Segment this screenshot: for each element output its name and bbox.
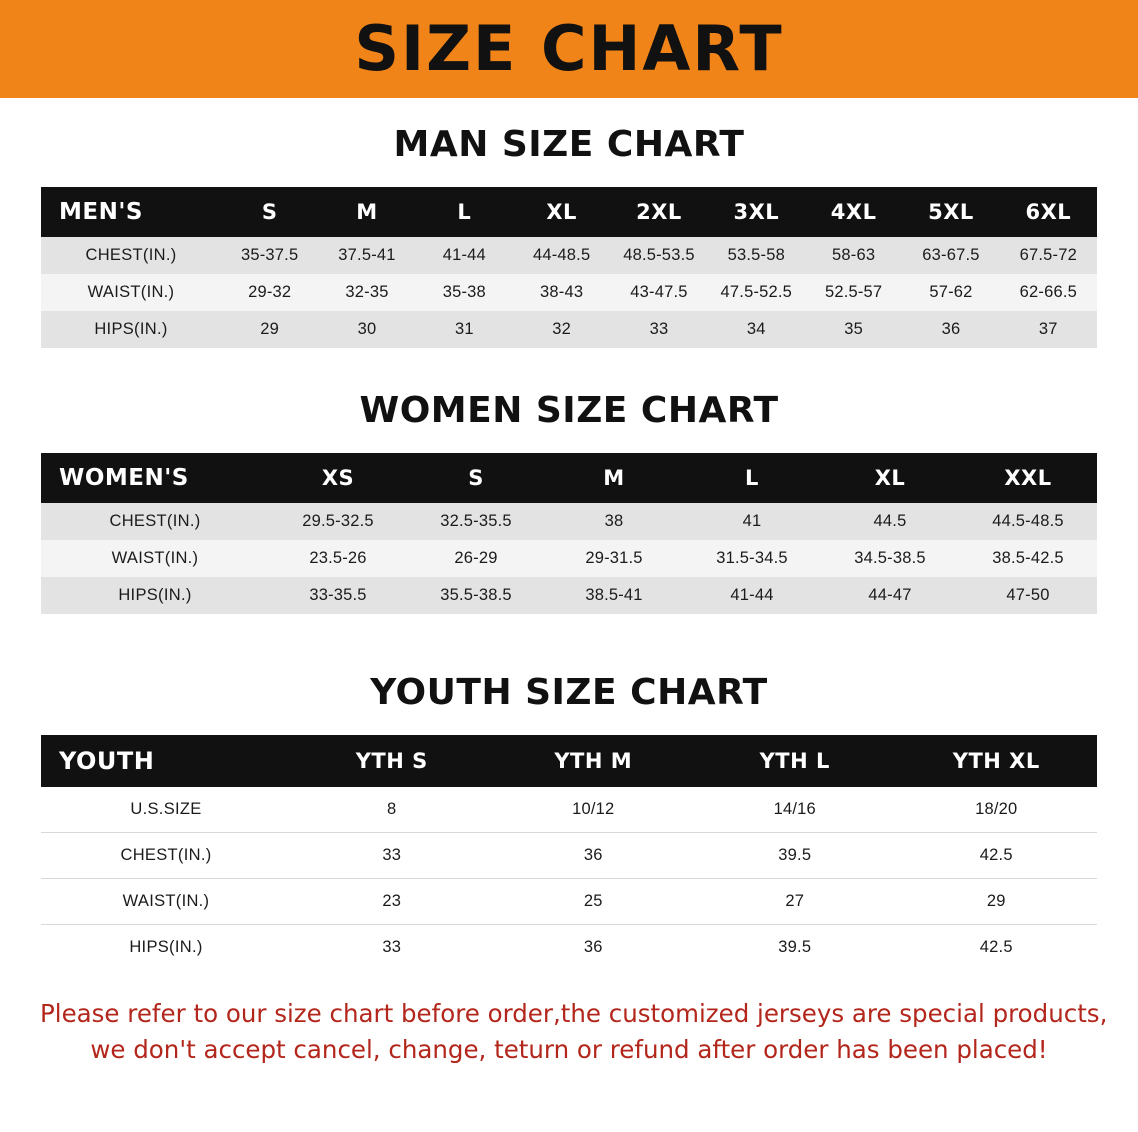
youth-ussize-s: 8 [291,787,493,833]
men-waist-4xl: 52.5-57 [805,274,902,311]
disclaimer-note [0,996,1138,1067]
men-col-header-4: XL [513,187,610,237]
youth-waist-m: 25 [493,879,695,925]
table-header-row [41,735,1097,787]
women-hips-m: 38.5-41 [545,577,683,614]
youth-waist-s: 23 [291,879,493,925]
table-header-row [41,453,1097,503]
youth-row-label-waist: WAIST(IN.) [41,879,291,925]
men-waist-m: 32-35 [318,274,415,311]
youth-ussize-xl: 18/20 [896,787,1098,833]
women-col-header-4: L [683,453,821,503]
man-size-table [41,187,1097,348]
women-waist-m: 29-31.5 [545,540,683,577]
men-hips-6xl: 37 [1000,311,1097,348]
youth-table-wrapper [0,735,1138,970]
youth-waist-l: 27 [694,879,896,925]
table-header-row [41,187,1097,237]
women-corner-header: WOMEN'S [41,453,269,503]
table-row [41,787,1097,833]
youth-row-label-ussize: U.S.SIZE [41,787,291,833]
women-section-heading: WOMEN SIZE CHART [359,390,779,431]
youth-chest-m: 36 [493,833,695,879]
women-row-label-chest: CHEST(IN.) [41,503,269,540]
men-chest-xl: 44-48.5 [513,237,610,274]
header-banner [0,0,1138,98]
man-section-heading: MAN SIZE CHART [393,124,745,165]
women-col-header-3: M [545,453,683,503]
men-corner-header: MEN'S [41,187,221,237]
table-row [41,833,1097,879]
youth-size-table [41,735,1097,970]
youth-row-label-chest: CHEST(IN.) [41,833,291,879]
men-chest-4xl: 58-63 [805,237,902,274]
youth-ussize-l: 14/16 [694,787,896,833]
youth-hips-m: 36 [493,925,695,971]
youth-col-header-1: YTH S [291,735,493,787]
table-row [41,577,1097,614]
youth-ussize-m: 10/12 [493,787,695,833]
men-waist-s: 29-32 [221,274,318,311]
women-chest-xs: 29.5-32.5 [269,503,407,540]
women-size-table [41,453,1097,614]
youth-col-header-3: YTH L [694,735,896,787]
men-waist-2xl: 43-47.5 [610,274,707,311]
women-chest-l: 41 [683,503,821,540]
youth-section-heading: YOUTH SIZE CHART [370,672,768,713]
men-chest-l: 41-44 [416,237,513,274]
men-chest-6xl: 67.5-72 [1000,237,1097,274]
men-col-header-2: M [318,187,415,237]
youth-chest-xl: 42.5 [896,833,1098,879]
women-waist-xl: 34.5-38.5 [821,540,959,577]
table-row [41,237,1097,274]
women-waist-l: 31.5-34.5 [683,540,821,577]
men-chest-5xl: 63-67.5 [902,237,999,274]
men-hips-s: 29 [221,311,318,348]
men-waist-3xl: 47.5-52.5 [708,274,805,311]
men-chest-3xl: 53.5-58 [708,237,805,274]
men-col-header-9: 6XL [1000,187,1097,237]
men-chest-s: 35-37.5 [221,237,318,274]
men-chest-2xl: 48.5-53.5 [610,237,707,274]
men-col-header-5: 2XL [610,187,707,237]
men-hips-4xl: 35 [805,311,902,348]
youth-hips-l: 39.5 [694,925,896,971]
women-chest-s: 32.5-35.5 [407,503,545,540]
page-title: SIZE CHART [354,12,784,85]
women-hips-xl: 44-47 [821,577,959,614]
men-row-label-hips: HIPS(IN.) [41,311,221,348]
men-col-header-1: S [221,187,318,237]
women-row-label-waist: WAIST(IN.) [41,540,269,577]
youth-col-header-2: YTH M [493,735,695,787]
table-row [41,503,1097,540]
men-hips-5xl: 36 [902,311,999,348]
youth-chest-l: 39.5 [694,833,896,879]
youth-hips-xl: 42.5 [896,925,1098,971]
youth-corner-header: YOUTH [41,735,291,787]
women-col-header-1: XS [269,453,407,503]
youth-hips-s: 33 [291,925,493,971]
men-hips-m: 30 [318,311,415,348]
youth-waist-xl: 29 [896,879,1098,925]
women-col-header-5: XL [821,453,959,503]
table-row [41,274,1097,311]
disclaimer-line-2: we don't accept cancel, change, teturn or refund after order has been placed! [90,1034,1048,1064]
women-hips-l: 41-44 [683,577,821,614]
youth-row-label-hips: HIPS(IN.) [41,925,291,971]
men-waist-l: 35-38 [416,274,513,311]
women-hips-s: 35.5-38.5 [407,577,545,614]
men-col-header-3: L [416,187,513,237]
youth-col-header-4: YTH XL [896,735,1098,787]
women-chest-xl: 44.5 [821,503,959,540]
women-col-header-6: XXL [959,453,1097,503]
table-row [41,879,1097,925]
women-waist-xxl: 38.5-42.5 [959,540,1097,577]
table-row [41,540,1097,577]
men-waist-xl: 38-43 [513,274,610,311]
men-col-header-8: 5XL [902,187,999,237]
women-hips-xs: 33-35.5 [269,577,407,614]
women-chest-m: 38 [545,503,683,540]
men-hips-3xl: 34 [708,311,805,348]
women-table-wrapper [0,453,1138,614]
men-col-header-7: 4XL [805,187,902,237]
women-waist-s: 26-29 [407,540,545,577]
women-waist-xs: 23.5-26 [269,540,407,577]
women-row-label-hips: HIPS(IN.) [41,577,269,614]
women-col-header-2: S [407,453,545,503]
men-waist-5xl: 57-62 [902,274,999,311]
men-waist-6xl: 62-66.5 [1000,274,1097,311]
men-chest-m: 37.5-41 [318,237,415,274]
disclaimer-line-1: Please refer to our size chart before order,the customized jerseys are special products, [40,999,1108,1028]
table-row [41,925,1097,971]
women-hips-xxl: 47-50 [959,577,1097,614]
men-row-label-waist: WAIST(IN.) [41,274,221,311]
man-table-wrapper [0,187,1138,348]
men-row-label-chest: CHEST(IN.) [41,237,221,274]
men-hips-2xl: 33 [610,311,707,348]
men-col-header-6: 3XL [708,187,805,237]
men-hips-xl: 32 [513,311,610,348]
table-row [41,311,1097,348]
youth-chest-s: 33 [291,833,493,879]
men-hips-l: 31 [416,311,513,348]
women-chest-xxl: 44.5-48.5 [959,503,1097,540]
